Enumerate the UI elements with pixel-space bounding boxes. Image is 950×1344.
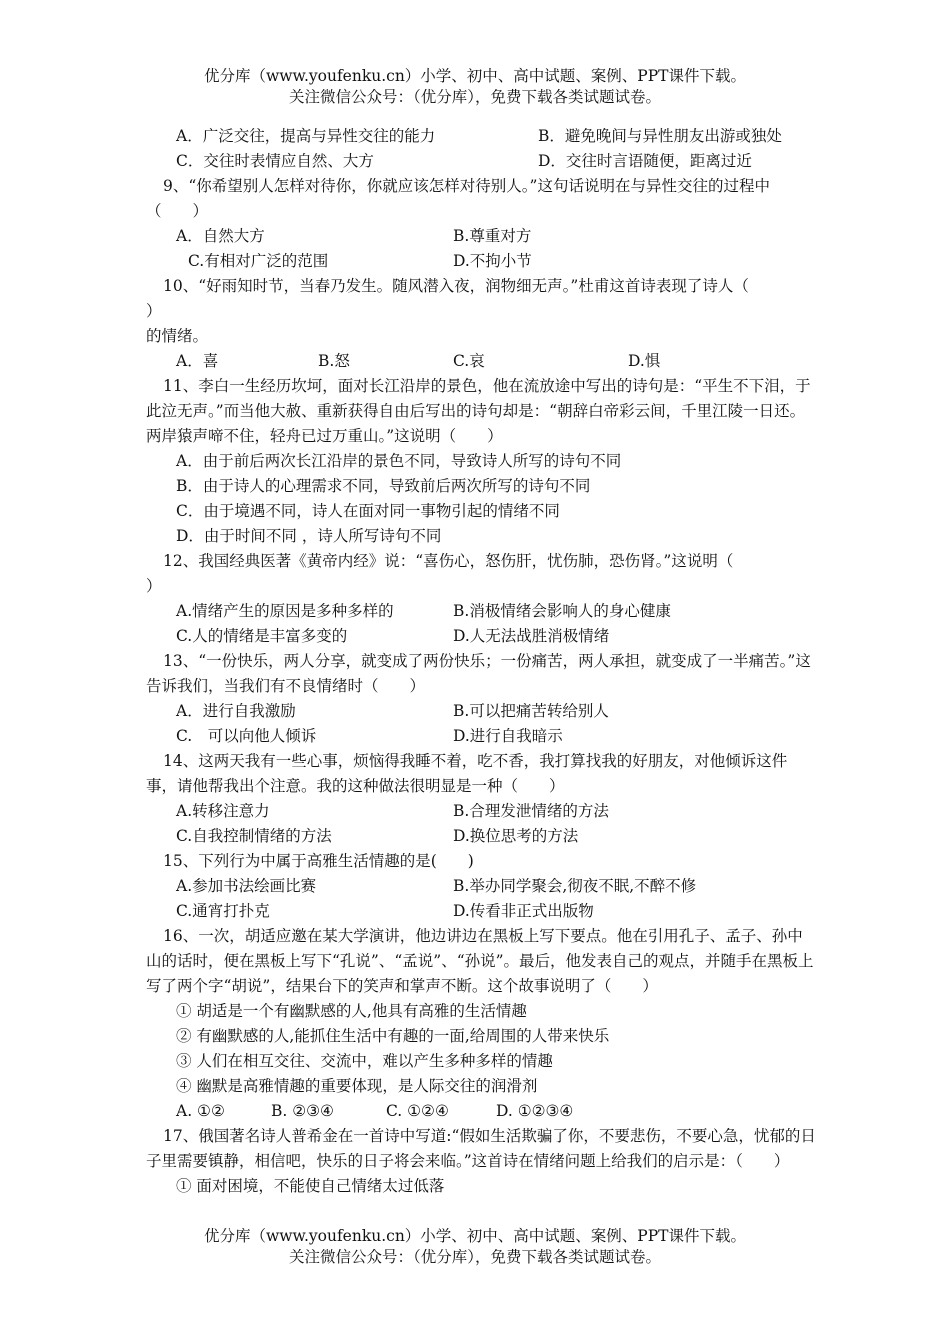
q13-options-row-2 (146, 724, 818, 749)
q12-stem-line-1: 12、我国经典医著《黄帝内经》说：“喜伤心，怒伤肝，忧伤肺，恐伤肾。”这说明（ (163, 552, 734, 570)
q12-options-row-2 (146, 624, 818, 649)
header-line-2: 关注微信公众号：（优分库），免费下载各类试题试卷。 (288, 88, 661, 106)
q10-stem-line-1: 10、“好雨知时节，当春乃发生。随风潜入夜，润物细无声。”杜甫这首诗表现了诗人（ (163, 277, 749, 295)
q9-option-d: D.不拘小节 (453, 252, 532, 270)
q14-option-a: A.转移注意力 (176, 802, 270, 820)
q12-option-c: C.人的情绪是丰富多变的 (176, 627, 348, 645)
q17-statement-1: ① 面对困境，不能使自己情绪太过低落 (176, 1177, 445, 1195)
q12-option-a: A.情绪产生的原因是多种多样的 (176, 602, 394, 620)
page-footer (0, 1226, 950, 1268)
q8-option-b: B．避免晚间与异性朋友出游或独处 (538, 127, 782, 145)
q17-stem: 17、俄国著名诗人普希金在一首诗中写道:“假如生活欺骗了你，不要悲伤，不要心急，忧郁的日子里需要镇静，相信吧，快乐的日子将会来临。”这首诗在情绪问题上给我们的启示是：（ ） (146, 1127, 816, 1170)
q13-options-row-1 (146, 699, 818, 724)
q9-options-row-1 (146, 224, 818, 249)
q14-stem: 14、这两天我有一些心事，烦恼得我睡不着，吃不香，我打算找我的好朋友，对他倾诉这件事，请他帮我出个注意。我的这种做法很明显是一种（ ） (146, 752, 788, 795)
q16-stem: 16、一次，胡适应邀在某大学演讲，他边讲边在黑板上写下要点。他在引用孔子、孟子、孙中山的话时，便在黑板上写下“孔说”、“孟说”、“孙说”。最后，他发表自己的观点，并随手在黑板上写了两个字“胡说”，结果台下的笑声和掌声不断。这个故事说明了（ ） (146, 927, 814, 995)
question-content (146, 124, 818, 1199)
q16-option-a: A. ①② (176, 1102, 225, 1120)
q14-option-b: B.合理发泄情绪的方法 (453, 802, 609, 820)
q9-options-row-2 (146, 249, 818, 274)
footer-line-2: 关注微信公众号：（优分库），免费下载各类试题试卷。 (288, 1248, 661, 1266)
q16-statement-2: ② 有幽默感的人,能抓住生活中有趣的一面,给周围的人带来快乐 (176, 1027, 610, 1045)
q14-options-row-2 (146, 824, 818, 849)
q16-options-row (146, 1099, 818, 1124)
q8-option-d: D．交往时言语随便，距离过近 (538, 152, 752, 170)
q9-stem: 9、“你希望别人怎样对待你，你就应该怎样对待别人。”这句话说明在与异性交往的过程中（ ） (146, 177, 770, 220)
q16-statement-3: ③ 人们在相互交往、交流中，难以产生多种多样的情趣 (176, 1052, 553, 1070)
q14-options-row-1 (146, 799, 818, 824)
q15-option-c: C.通宵打扑克 (176, 902, 270, 920)
q15-option-b: B.举办同学聚会,彻夜不眠,不醉不修 (453, 877, 697, 895)
q16-option-c: C. ①②④ (386, 1102, 449, 1120)
q11-option-b: B．由于诗人的心理需求不同，导致前后两次所写的诗句不同 (176, 477, 591, 495)
q15-stem: 15、下列行为中属于高雅生活情趣的是( ) (163, 852, 474, 870)
q13-option-d: D.进行自我暗示 (453, 727, 563, 745)
q13-option-a: A．进行自我激励 (176, 702, 296, 720)
q10-stem-line-2: ） (146, 302, 162, 320)
q15-option-d: D.传看非正式出版物 (453, 902, 594, 920)
q16-statement-4: ④ 幽默是高雅情趣的重要体现，是人际交往的润滑剂 (176, 1077, 538, 1095)
footer-line-1: 优分库（www.youfenku.cn）小学、初中、高中试题、案例、PPT课件下载。 (203, 1227, 747, 1245)
q10-option-c: C.哀 (453, 352, 485, 370)
q15-options-row-1 (146, 874, 818, 899)
q10-stem-line-3: 的情绪。 (146, 327, 209, 345)
q15-options-row-2 (146, 899, 818, 924)
q16-option-d: D. ①②③④ (496, 1102, 574, 1120)
q8-option-c: C．交往时表情应自然、大方 (176, 152, 374, 170)
q11-option-a: A．由于前后两次长江沿岸的景色不同，导致诗人所写的诗句不同 (176, 452, 622, 470)
q10-options-row (146, 349, 818, 374)
q12-option-d: D.人无法战胜消极情绪 (453, 627, 610, 645)
q11-stem: 11、李白一生经历坎坷，面对长江沿岸的景色，他在流放途中写出的诗句是：“平生不下泪，于此泣无声。”而当他大赦、重新获得自由后写出的诗句却是：“朝辞白帝彩云间，千里江陵一日还。两岸猿声啼不住，轻舟已过万重山。”这说明（ ） (146, 377, 811, 445)
q13-stem: 13、“一份快乐，两人分享，就变成了两份快乐；一份痛苦，两人承担，就变成了一半痛苦。”这告诉我们，当我们有不良情绪时（ ） (146, 652, 811, 695)
q8-options-row-2 (146, 149, 818, 174)
q16-statement-1: ① 胡适是一个有幽默感的人,他具有高雅的生活情趣 (176, 1002, 527, 1020)
q10-option-d: D.惧 (628, 352, 661, 370)
q14-option-c: C.自我控制情绪的方法 (176, 827, 332, 845)
q10-option-b: B.怒 (318, 352, 350, 370)
q15-option-a: A.参加书法绘画比赛 (176, 877, 317, 895)
q9-option-c: C.有相对广泛的范围 (188, 252, 329, 270)
q12-options-row-1 (146, 599, 818, 624)
q16-option-b: B. ②③④ (271, 1102, 334, 1120)
q9-option-b: B.尊重对方 (453, 227, 532, 245)
q12-stem-line-2: ） (146, 577, 162, 595)
q13-option-b: B.可以把痛苦转给别人 (453, 702, 609, 720)
q9-option-a: A．自然大方 (176, 227, 265, 245)
q13-option-c: C. 可以向他人倾诉 (176, 727, 317, 745)
q10-option-a: A．喜 (176, 352, 219, 370)
q8-option-a: A．广泛交往，提高与异性交往的能力 (176, 127, 436, 145)
q12-option-b: B.消极情绪会影响人的身心健康 (453, 602, 671, 620)
q14-option-d: D.换位思考的方法 (453, 827, 579, 845)
q11-option-d: D．由于时间不同 ，诗人所写诗句不同 (176, 527, 442, 545)
q11-option-c: C．由于境遇不同，诗人在面对同一事物引起的情绪不同 (176, 502, 560, 520)
header-line-1: 优分库（www.youfenku.cn）小学、初中、高中试题、案例、PPT课件下载。 (203, 67, 747, 85)
page-header (0, 66, 950, 108)
q8-options-row-1 (146, 124, 818, 149)
